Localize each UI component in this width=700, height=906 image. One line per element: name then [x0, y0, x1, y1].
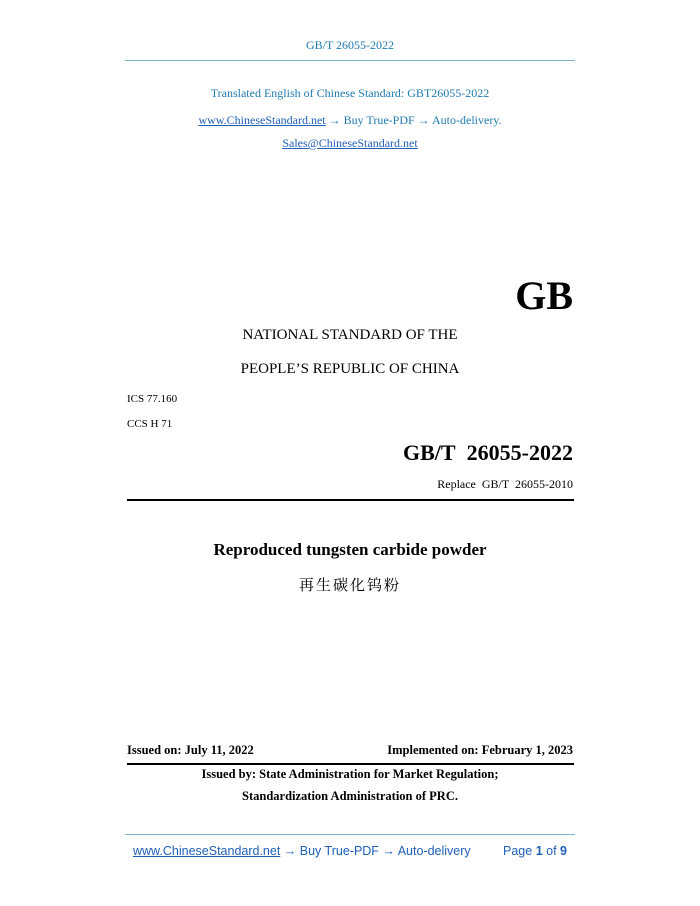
promo-line — [0, 113, 700, 128]
issued-by-line1: Issued by: State Administration for Market Regulation; — [201, 767, 499, 781]
page-total: 9 — [560, 844, 567, 858]
issued-on-date: Issued on: July 11, 2022 — [127, 743, 254, 757]
page-of: of — [546, 844, 557, 858]
standard-number: GB/T 26055-2022 — [402, 440, 573, 465]
national-standard-line2: PEOPLE’S REPUBLIC OF CHINA — [240, 361, 460, 377]
email-line — [0, 136, 700, 151]
ccs-code: CCS H 71 — [127, 418, 173, 430]
page-current: 1 — [535, 844, 543, 858]
footer-divider — [125, 834, 575, 835]
promo-suffix: → Buy True-PDF → Auto-delivery. — [325, 113, 502, 127]
dates-divider — [127, 763, 574, 765]
page-header: GB/T 26055-2022 — [305, 38, 395, 52]
gb-mark: GB — [515, 273, 573, 318]
title-chinese: 再生碳化钨粉 — [298, 576, 401, 594]
site-link[interactable]: www.ChineseStandard.net — [198, 113, 326, 127]
footer-promo-suffix: → Buy True-PDF → Auto-delivery — [280, 844, 471, 858]
footer-site-link[interactable]: www.ChineseStandard.net — [133, 844, 281, 858]
header-divider — [125, 60, 575, 61]
translated-notice: Translated English of Chinese Standard: GBT26055-2022 — [210, 86, 490, 100]
page-label: Page — [503, 844, 533, 858]
email-link[interactable]: Sales@ChineseStandard.net — [282, 136, 418, 150]
page-indicator — [503, 844, 567, 858]
ics-code: ICS 77.160 — [127, 393, 178, 405]
issued-by-line2: Standardization Administration of PRC. — [242, 789, 458, 803]
footer-promo — [133, 844, 471, 858]
title-divider — [127, 499, 574, 501]
replace-note: Replace GB/T 26055-2010 — [437, 477, 573, 491]
implemented-on-date: Implemented on: February 1, 2023 — [387, 743, 573, 757]
title-english: Reproduced tungsten carbide powder — [213, 540, 487, 559]
national-standard-line1: NATIONAL STANDARD OF THE — [242, 327, 458, 343]
